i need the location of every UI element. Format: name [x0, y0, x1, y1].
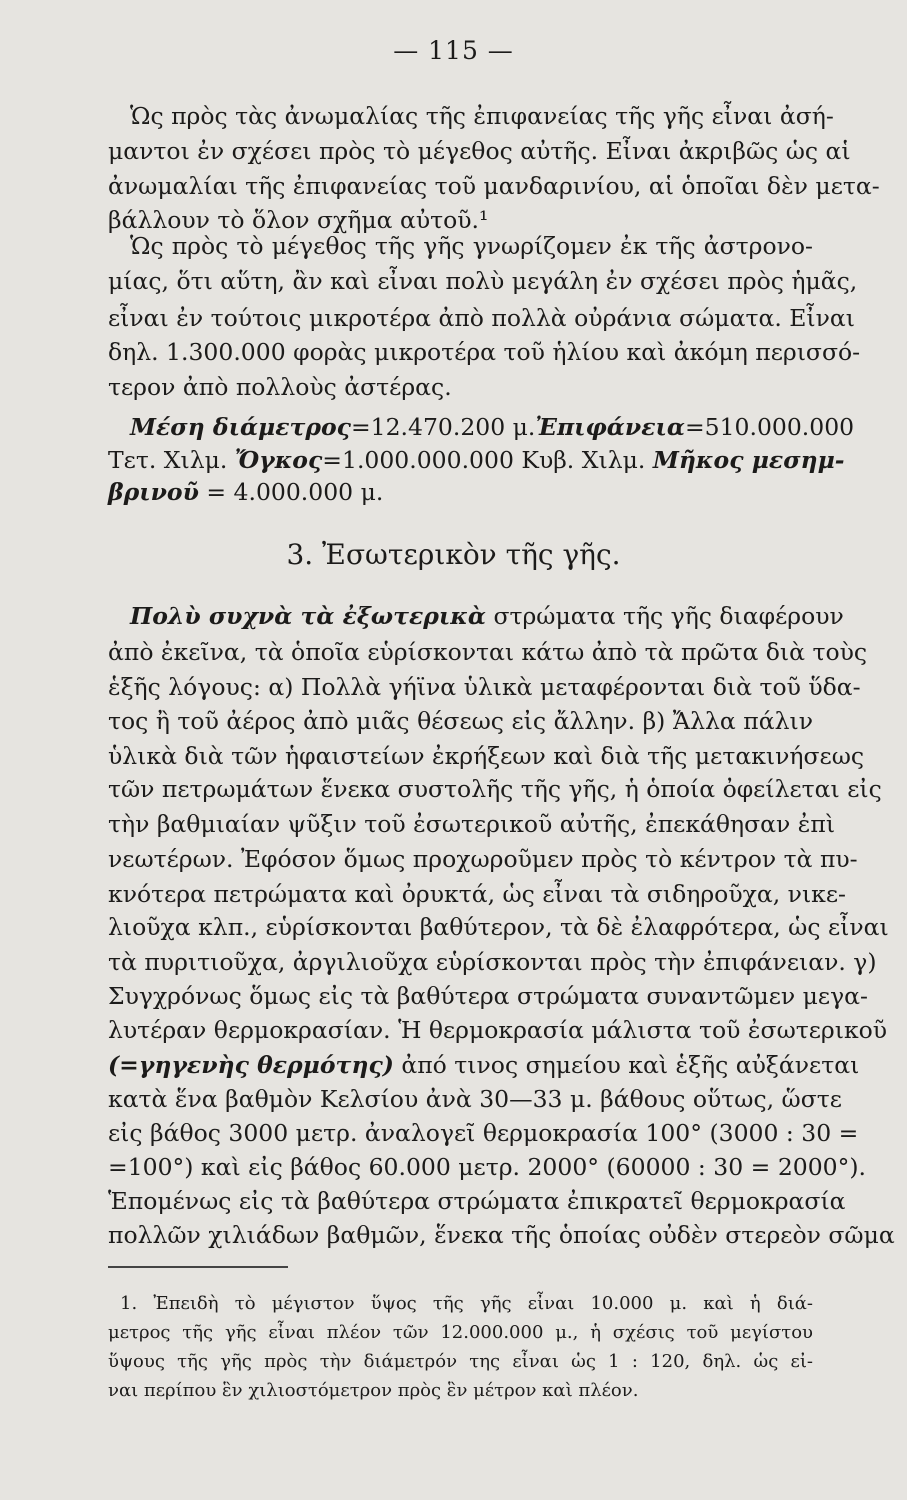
text-line: Ὡς πρὸς τὰς ἀνωμαλίας τῆς ἐπιφανείας τῆς γῆς εἶναι ἀσή- — [130, 102, 834, 130]
text-line: Συγχρόνως ὅμως εἰς τὰ βαθύτερα στρώματα συναντῶμεν μεγα- — [108, 982, 868, 1010]
page-number: — 115 — — [393, 36, 514, 65]
text-line: Τετ. Χιλμ. Ὄγκος=1.000.000.000 Κυβ. Χιλμ. Μῆκος μεσημ- — [108, 446, 845, 474]
section-title: 3. Ἐσωτερικὸν τῆς γῆς. — [286, 538, 621, 571]
text-line: βάλλουν τὸ ὅλον σχῆμα αὐτοῦ.¹ — [108, 206, 489, 234]
text-line: τὴν βαθμιαίαν ψῦξιν τοῦ ἐσωτερικοῦ αὐτῆς, ἐπεκάθησαν ἐπὶ — [108, 810, 836, 838]
text-line: εἰς βάθος 3000 μετρ. ἀναλογεῖ θερμοκρασία 100° (3000 : 30 = — [108, 1119, 859, 1147]
footnote-line: 1. Ἐπειδὴ τὸ μέγιστον ὕψος τῆς γῆς εἶναι 10.000 μ. καὶ ἡ διά- — [120, 1293, 813, 1314]
footnote-line: ὕψους τῆς γῆς πρὸς τὴν διάμετρόν της εἶναι ὡς 1 : 120, δηλ. ὡς εἰ- — [108, 1351, 813, 1372]
text-line: πολλῶν χιλιάδων βαθμῶν, ἕνεκα τῆς ὁποίας οὐδὲν στερεὸν σῶμα — [108, 1221, 895, 1249]
text-line: τῶν πετρωμάτων ἕνεκα συστολῆς τῆς γῆς, ἡ ὁποία ὀφείλεται εἰς — [108, 775, 882, 803]
text-line: λυτέραν θερμοκρασίαν. Ἡ θερμοκρασία μάλιστα τοῦ ἐσωτερικοῦ — [108, 1016, 888, 1044]
text-line: τερον ἀπὸ πολλοὺς ἀστέρας. — [108, 373, 452, 401]
text-line: Πολὺ συχνὰ τὰ ἐξωτερικὰ στρώματα τῆς γῆς διαφέρουν — [130, 602, 844, 630]
text-line: ὑλικὰ διὰ τῶν ἡφαιστείων ἐκρήξεων καὶ διὰ τῆς μετακινήσεως — [108, 742, 865, 770]
text-line: Μέση διάμετρος=12.470.200 μ.Ἐπιφάνεια=510.000.000 — [130, 413, 855, 441]
text-line: τὰ πυριτιοῦχα, ἀργιλιοῦχα εὑρίσκονται πρὸς τὴν ἐπιφάνειαν. γ) — [108, 948, 877, 976]
footnote-line: μετρος τῆς γῆς εἶναι πλέον τῶν 12.000.000 μ., ἡ σχέσις τοῦ μεγίστου — [108, 1322, 813, 1343]
text-line: (=γηγενὴς θερμότης) ἀπό τινος σημείου καὶ ἑξῆς αὐξάνεται — [108, 1051, 860, 1079]
text-line: κατὰ ἕνα βαθμὸν Κελσίου ἀνὰ 30—33 μ. βάθους οὕτως, ὥστε — [108, 1085, 842, 1113]
text-line: =100°) καὶ εἰς βάθος 60.000 μετρ. 2000° (60000 : 30 = 2000°). — [108, 1153, 867, 1181]
text-line: δηλ. 1.300.000 φορὰς μικροτέρα τοῦ ἡλίου καὶ ἀκόμη περισσό- — [108, 338, 861, 366]
text-line: κνότερα πετρώματα καὶ ὀρυκτά, ὡς εἶναι τὰ σιδηροῦχα, νικε- — [108, 880, 846, 908]
text-line: Ἑπομένως εἰς τὰ βαθύτερα στρώματα ἐπικρατεῖ θερμοκρασία — [108, 1187, 846, 1215]
footnote-separator — [108, 1266, 288, 1268]
text-line: εἶναι ἐν τούτοις μικροτέρα ἀπὸ πολλὰ οὐράνια σώματα. Εἶναι — [108, 304, 855, 332]
text-line: ἀνωμαλίαι τῆς ἐπιφανείας τοῦ μανδαρινίου, αἱ ὁποῖαι δὲν μετα- — [108, 172, 880, 200]
text-line: ἀπὸ ἐκεῖνα, τὰ ὁποῖα εὑρίσκονται κάτω ἀπὸ τὰ πρῶτα διὰ τοὺς — [108, 638, 868, 666]
text-line: μίας, ὅτι αὕτη, ἂν καὶ εἶναι πολὺ μεγάλη ἐν σχέσει πρὸς ἡμᾶς, — [108, 267, 858, 295]
text-line: βρινοῦ = 4.000.000 μ. — [108, 478, 384, 506]
text-line: τος ἢ τοῦ ἀέρος ἀπὸ μιᾶς θέσεως εἰς ἄλλην. β) Ἄλλα πάλιν — [108, 707, 813, 735]
footnote-line: ναι περίπου ἓν χιλιοστόμετρον πρὸς ἓν μέτρον καὶ πλέον. — [108, 1380, 639, 1401]
text-line: μαντοι ἐν σχέσει πρὸς τὸ μέγεθος αὐτῆς. Εἶναι ἀκριβῶς ὡς αἱ — [108, 137, 851, 165]
text-line: Ὡς πρὸς τὸ μέγεθος τῆς γῆς γνωρίζομεν ἐκ τῆς ἀστρονο- — [130, 232, 813, 260]
text-line: νεωτέρων. Ἐφόσον ὅμως προχωροῦμεν πρὸς τὸ κέντρον τὰ πυ- — [108, 845, 858, 873]
text-line: λιοῦχα κλπ., εὑρίσκονται βαθύτερον, τὰ δὲ ἐλαφρότερα, ὡς εἶναι — [108, 913, 889, 941]
text-line: ἑξῆς λόγους: α) Πολλὰ γήϊνα ὑλικὰ μεταφέρονται διὰ τοῦ ὕδα- — [108, 673, 861, 701]
